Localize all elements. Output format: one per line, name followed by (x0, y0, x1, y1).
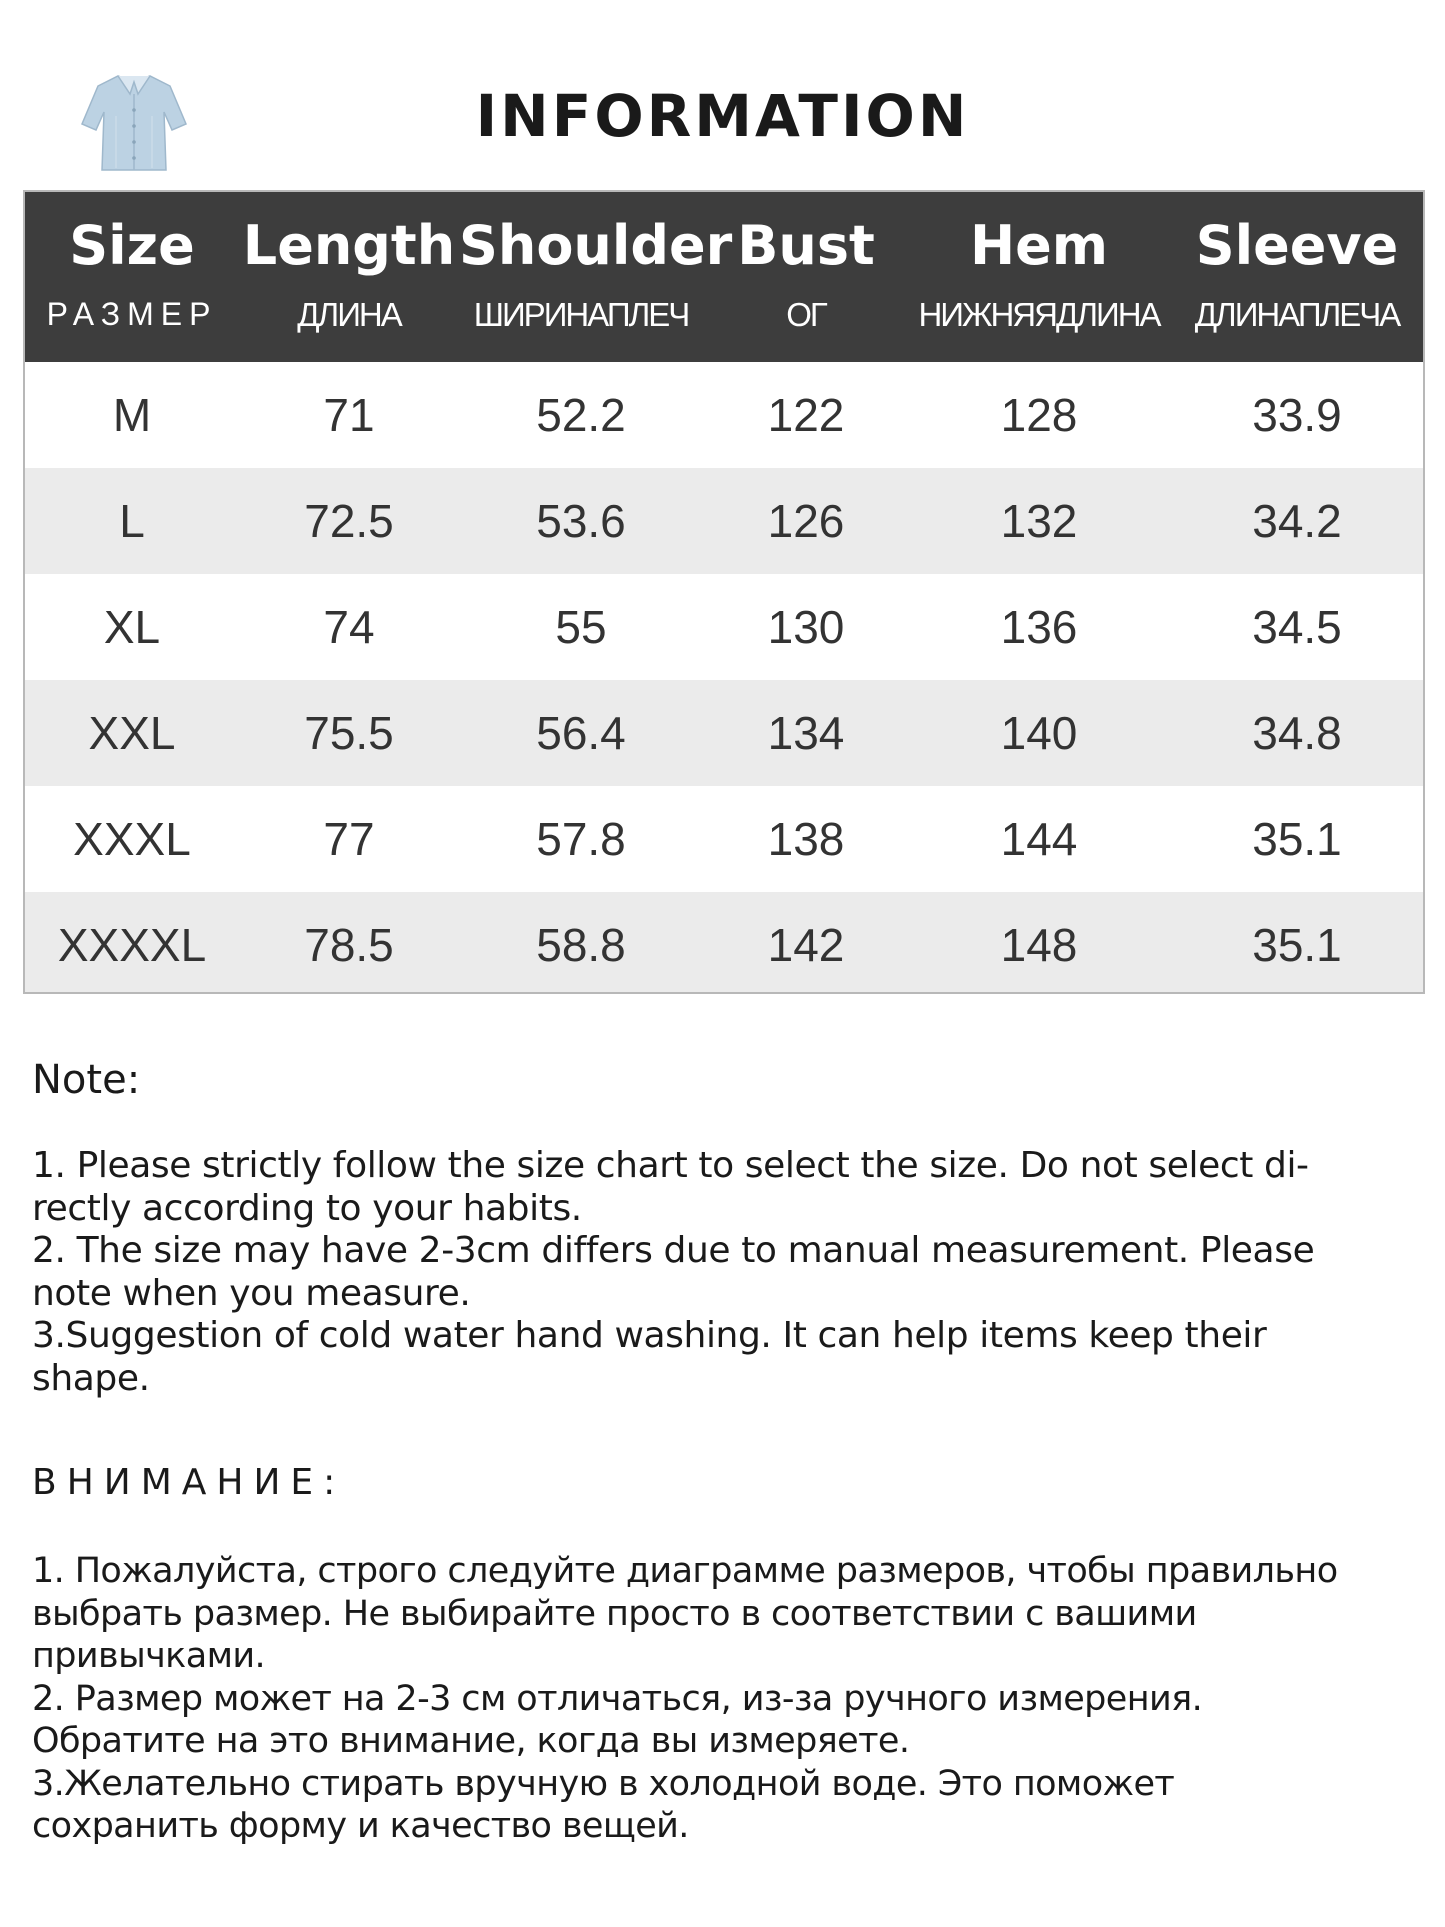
column-header-en: Shoulder (459, 214, 733, 277)
table-cell: 71 (323, 389, 375, 441)
table-cell: 35.1 (1252, 813, 1342, 865)
table-cell: L (119, 495, 145, 547)
table-cell: 75.5 (304, 707, 394, 759)
note-line: 2. Размер может на 2-3 см отличаться, из-за ручного измерения. (32, 1678, 1203, 1719)
column-header-length (239, 192, 459, 362)
notes-en (32, 1055, 1422, 1399)
note-line: 1. Please strictly follow the size chart to select the size. Do not select di- (32, 1145, 1309, 1186)
table-cell: 72.5 (304, 495, 394, 547)
column-header-shoulder (459, 192, 733, 362)
column-header-ru: НИЖНЯЯДЛИНА (918, 296, 1160, 333)
table-cell: 53.6 (536, 495, 626, 547)
table-row (25, 892, 1423, 994)
table-cell: 140 (1000, 707, 1078, 759)
note-line: 3.Suggestion of cold water hand washing. It can help items keep their (32, 1315, 1267, 1356)
column-header-ru: ДЛИНА (297, 296, 401, 333)
table-cell: XXXXL (57, 919, 207, 971)
note-line: сохранить форму и качество вещей. (32, 1806, 689, 1846)
table-header (25, 192, 1423, 362)
table-cell: 144 (1000, 813, 1078, 865)
notes-body (32, 1145, 1422, 1400)
note-line: 2. The size may have 2-3cm differs due to manual measurement. Please (32, 1230, 1315, 1271)
table-cell: 136 (1000, 601, 1078, 653)
note-line: note when you measure. (32, 1272, 471, 1314)
table-cell: 134 (767, 707, 845, 759)
column-header-ru: ШИРИНАПЛЕЧ (473, 296, 689, 333)
note-line: 1. Пожалуйста, строго следуйте диаграмме размеров, чтобы правильно (32, 1551, 1338, 1591)
table-cell: 34.2 (1252, 495, 1342, 547)
notes-body-ru (32, 1550, 1432, 1848)
table-cell: 34.5 (1252, 601, 1342, 653)
column-header-ru: РАЗМЕР (46, 296, 218, 332)
table-cell: 58.8 (536, 919, 626, 971)
column-header-en: Hem (969, 214, 1109, 277)
table-cell: 148 (1000, 919, 1078, 971)
table-cell: XL (103, 601, 161, 653)
table-cell: 78.5 (304, 919, 394, 971)
page-title: INFORMATION (475, 82, 970, 150)
table-cell: 52.2 (536, 389, 626, 441)
notes-ru (32, 1458, 1432, 1846)
table-cell: 130 (767, 601, 845, 653)
table-cell: 132 (1000, 495, 1078, 547)
table-cell: M (112, 389, 152, 441)
table-cell: 122 (767, 389, 845, 441)
note-line: выбрать размер. Не выбирайте просто в соответствии с вашими (32, 1593, 1197, 1634)
notes-heading: Note: (32, 1057, 141, 1103)
column-header-bust (703, 192, 909, 362)
table-cell: 35.1 (1252, 919, 1342, 971)
table-cell: 34.8 (1252, 707, 1342, 759)
table-row (25, 574, 1423, 680)
column-header-ru: ОГ (786, 296, 826, 333)
table-cell: XXL (88, 707, 176, 759)
column-header-en: Sleeve (1195, 214, 1399, 277)
table-cell: 33.9 (1252, 389, 1342, 441)
table-row (25, 468, 1423, 574)
note-line: привычками. (32, 1636, 266, 1676)
table-cell: 77 (323, 813, 375, 865)
table-row (25, 680, 1423, 786)
table-cell: 55 (555, 601, 607, 653)
table-cell: 56.4 (536, 707, 626, 759)
note-line: rectly according to your habits. (32, 1187, 582, 1229)
table-cell: XXXL (73, 813, 191, 865)
table-row (25, 362, 1423, 468)
column-header-en: Size (69, 214, 195, 277)
column-header-ru: ДЛИНАПЛЕЧА (1194, 296, 1400, 333)
column-header-hem (909, 192, 1169, 362)
table-cell: 74 (323, 601, 375, 653)
table-cell: 142 (767, 919, 845, 971)
column-header-en: Bust (737, 214, 875, 277)
table-row (25, 786, 1423, 892)
column-header-en: Length (242, 214, 456, 277)
note-line: Обратите на это внимание, когда вы измеряете. (32, 1721, 910, 1761)
table-cell: 126 (767, 495, 845, 547)
column-header-size (25, 192, 239, 362)
column-header-sleeve (1169, 192, 1425, 362)
note-line: shape. (32, 1357, 150, 1399)
notes-heading-ru: ВНИМАНИЕ: (32, 1462, 346, 1503)
table-cell: 57.8 (536, 813, 626, 865)
table-cell: 128 (1000, 389, 1078, 441)
table-cell: 138 (767, 813, 845, 865)
note-line: 3.Желательно стирать вручную в холодной воде. Это поможет (32, 1763, 1175, 1804)
size-chart-table (23, 190, 1425, 994)
